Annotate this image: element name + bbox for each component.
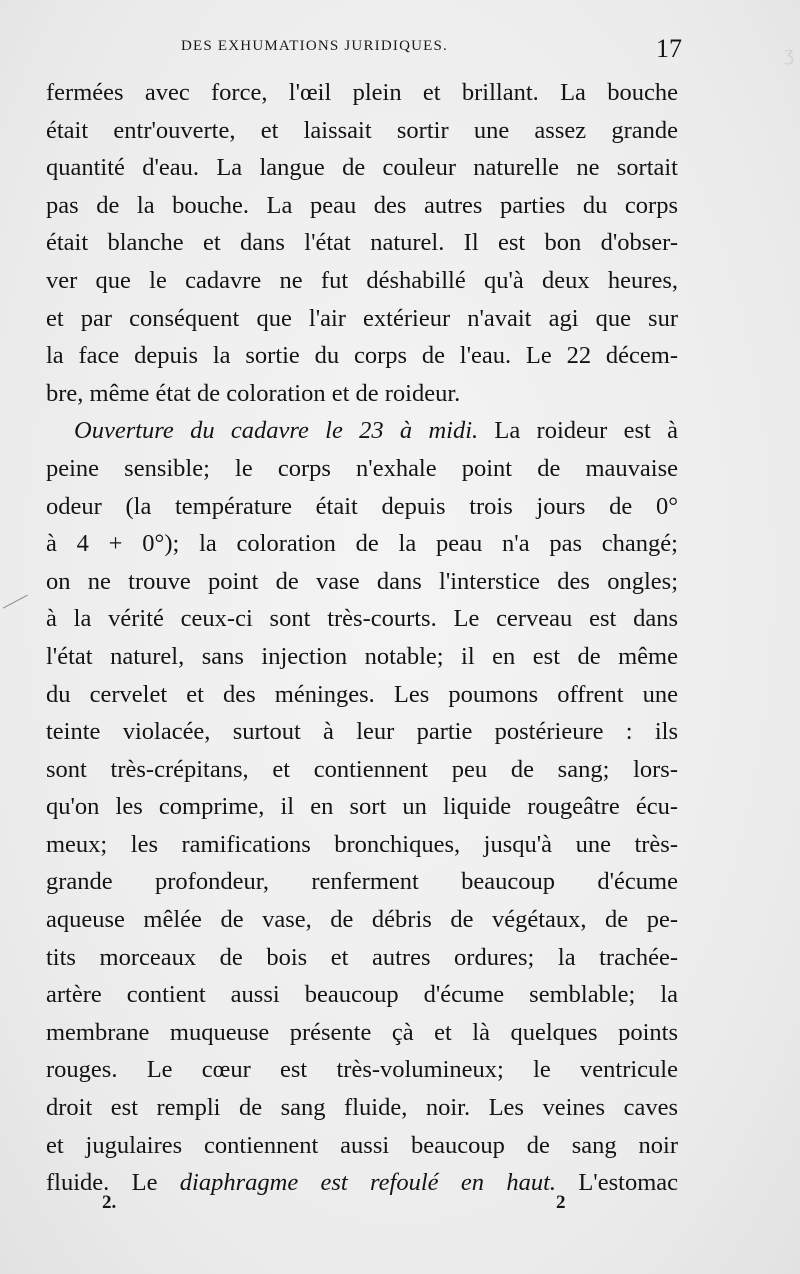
text-line: bre, même état de coloration et de roideur.: [46, 379, 461, 407]
text-line: était blanche et dans l'état naturel. Il est bon d'obser-: [46, 229, 678, 257]
show-through-text: ʒ: [784, 40, 794, 65]
text-line: à la vérité ceux-ci sont très-courts. Le cerveau est dans: [46, 605, 678, 633]
text-line: fermées avec force, l'œil plein et brillant. La bouche: [46, 79, 678, 106]
text-line: ver que le cadavre ne fut déshabillé qu'à deux heures,: [46, 266, 678, 294]
text-line: rouges. Le cœur est très-volumineux; le ventricule: [46, 1056, 678, 1084]
signature-mark-left: 2.: [102, 1192, 117, 1213]
text-line: membrane muqueuse présente çà et là quelques points: [46, 1018, 678, 1046]
text-line: aqueuse mêlée de vase, de débris de végétaux, de pe-: [46, 906, 678, 934]
final-line-start: fluide. Le: [46, 1169, 180, 1197]
text-line: à 4 + 0°); la coloration de la peau n'a pas changé;: [46, 530, 678, 558]
text-line: grande profondeur, renferment beaucoup d'écume: [46, 868, 678, 896]
body-text: [46, 74, 678, 1202]
text-line: et jugulaires contiennent aussi beaucoup de sang noir: [46, 1131, 678, 1159]
lead-rest: La roideur est à: [478, 417, 678, 445]
text-line: du cervelet et des méninges. Les poumons offrent une: [46, 680, 678, 708]
page-number: 17: [656, 34, 682, 63]
page-header: [46, 34, 682, 63]
signature-mark-right: 2: [556, 1192, 566, 1213]
running-head: DES EXHUMATIONS JURIDIQUES.: [181, 38, 448, 54]
text-line: droit est rempli de sang fluide, noir. Les veines caves: [46, 1094, 678, 1122]
text-line: qu'on les comprime, il en sort un liquide rougeâtre écu-: [46, 793, 678, 821]
text-line: teinte violacée, surtout à leur partie postérieure : ils: [46, 718, 678, 746]
text-line: était entr'ouverte, et laissait sortir une assez grande: [46, 116, 678, 144]
text-line: la face depuis la sortie du corps de l'eau. Le 22 décem-: [46, 342, 678, 370]
text-line: meux; les ramifications bronchiques, jusqu'à une très-: [46, 830, 678, 858]
text-line: et par conséquent que l'air extérieur n'avait agi que sur: [46, 304, 678, 332]
text-line: sont très-crépitans, et contiennent peu de sang; lors-: [46, 755, 678, 783]
italic-lead: Ouverture du cadavre le 23 à midi.: [74, 417, 479, 445]
text-line: quantité d'eau. La langue de couleur naturelle ne sortait: [46, 154, 678, 182]
text-line: odeur (la température était depuis trois jours de 0°: [46, 492, 678, 520]
final-line-italic: diaphragme est refoulé en haut.: [179, 1169, 557, 1197]
page-footer: [46, 1192, 682, 1222]
text-line: tits morceaux de bois et autres ordures; la trachée-: [46, 943, 678, 971]
text-line: pas de la bouche. La peau des autres parties du corps: [46, 191, 678, 219]
text-line: l'état naturel, sans injection notable; il en est de même: [46, 642, 678, 670]
paragraph-lead-line: [46, 412, 678, 450]
text-line: artère contient aussi beaucoup d'écume semblable; la: [46, 981, 678, 1009]
margin-pencil-mark: [3, 595, 38, 627]
final-line-end: L'estomac: [556, 1169, 678, 1197]
text-line: peine sensible; le corps n'exhale point de mauvaise: [46, 454, 678, 482]
text-line: on ne trouve point de vase dans l'interstice des ongles;: [46, 567, 678, 595]
